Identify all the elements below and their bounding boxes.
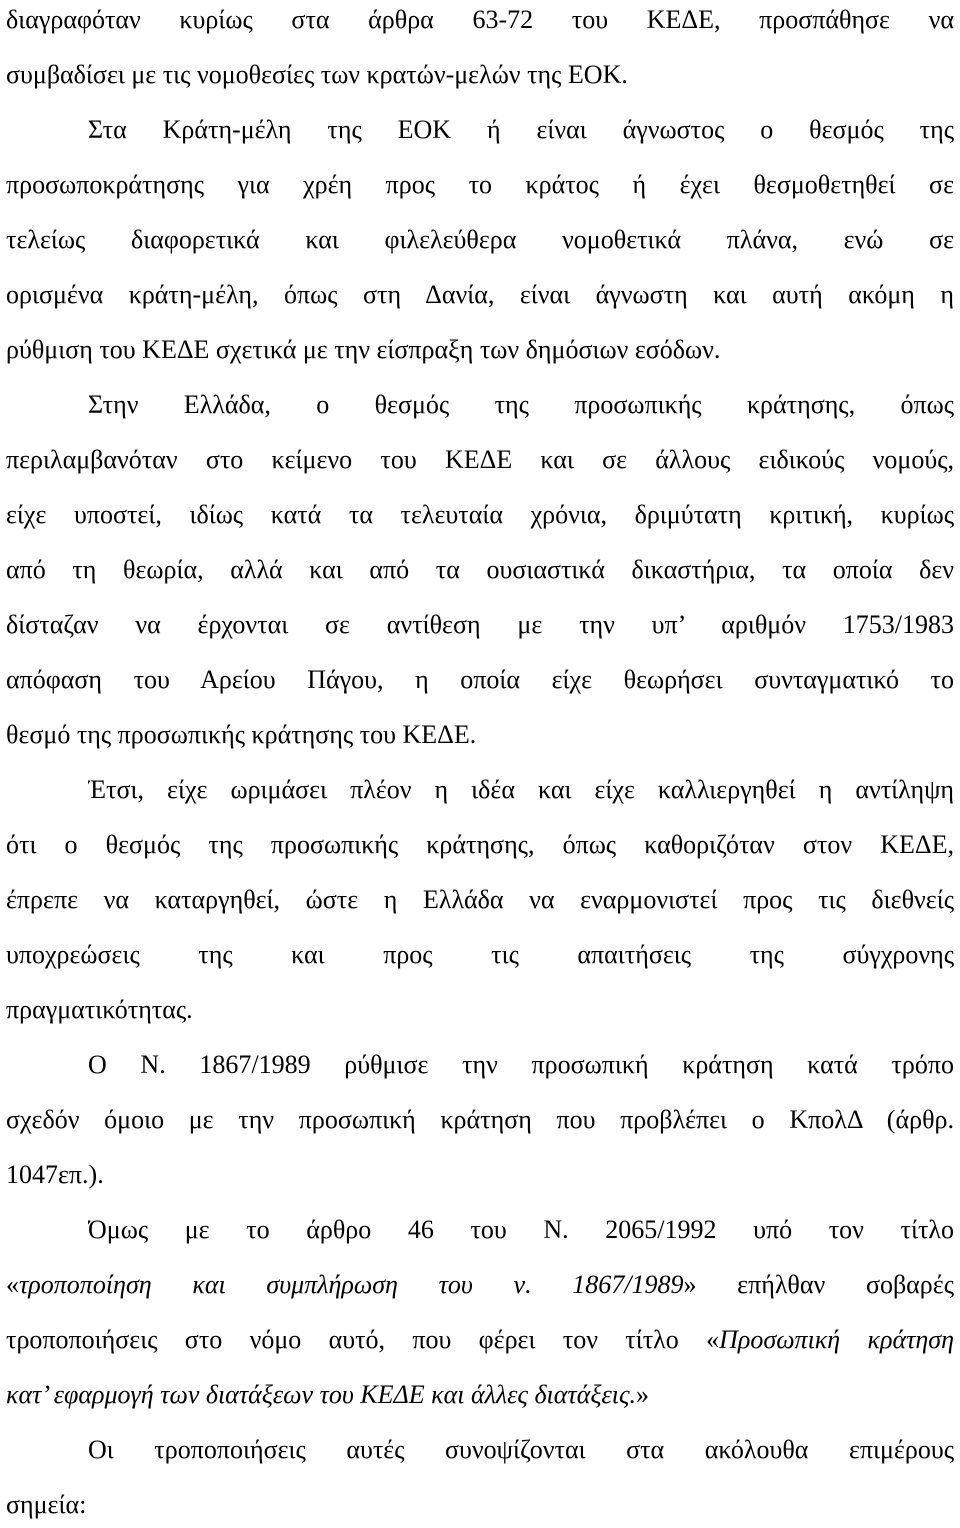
text-line: ρύθμιση του ΚΕΔΕ σχετικά με την είσπραξη των δημόσιων εσόδων. [6,335,721,364]
text-line: υποχρεώσεις της και προς τις απαιτήσεις της σύγχρονης [6,940,954,969]
text-line: θεσμό της προσωπικής κράτησης του ΚΕΔΕ. [6,720,477,749]
paragraph-start-line: Στα Κράτη-μέλη της ΕΟΚ ή είναι άγνωστος ο θεσμός της [88,115,954,144]
text-line: έπρεπε να καταργηθεί, ώστε η Ελλάδα να εναρμονιστεί προς τις διεθνείς [6,885,954,914]
text-line: διαγραφόταν κυρίως στα άρθρα 63-72 του ΚΕΔΕ, προσπάθησε να [6,5,954,34]
text-line: από τη θεωρία, αλλά και από τα ουσιαστικά δικαστήρια, τα οποία δεν [6,555,954,584]
text-line: δίσταζαν να έρχονται σε αντίθεση με την υπ’ αριθμόν 1753/1983 [6,610,954,639]
text-fragment: τροποποιήσεις στο νόμο αυτό, που φέρει τον τίτλο « [6,1325,720,1354]
paragraph-start-line: Έτσι, είχε ωριμάσει πλέον η ιδέα και είχε καλλιεργηθεί η αντίληψη [88,775,954,804]
text-line: σημεία: [6,1490,87,1519]
text-line: ορισμένα κράτη-μέλη, όπως στη Δανία, είναι άγνωστη και αυτή ακόμη η [6,280,954,309]
close-quote: » [636,1380,650,1409]
text-line: ότι ο θεσμός της προσωπικής κράτησης, όπως καθοριζόταν στον ΚΕΔΕ, [6,830,954,859]
text-line-with-italic-title [6,1375,954,1415]
italic-law-title: κατ’ εφαρμογή των διατάξεων του ΚΕΔΕ και άλλες διατάξεις. [6,1380,637,1409]
paragraph-start-line: Ο Ν. 1867/1989 ρύθμισε την προσωπική κράτηση κατά τρόπο [88,1050,954,1079]
open-quote: « [6,1270,19,1299]
paragraph-start-line: Οι τροποποιήσεις αυτές συνοψίζονται στα ακόλουθα επιμέρους [88,1435,954,1464]
paragraph-start-line: Στην Ελλάδα, ο θεσμός της προσωπικής κράτησης, όπως [88,390,954,419]
text-line: προσωποκράτησης για χρέη προς το κράτος ή έχει θεσμοθετηθεί σε [6,170,954,199]
text-line: είχε υποστεί, ιδίως κατά τα τελευταία χρόνια, δριμύτατη κριτική, κυρίως [6,500,954,529]
text-fragment: » επήλθαν σοβαρές [683,1270,954,1299]
italic-law-title: Προσωπική κράτηση [719,1325,954,1354]
text-line: τελείως διαφορετικά και φιλελεύθερα νομοθετικά πλάνα, ενώ σε [6,225,954,254]
text-line: 1047επ.). [6,1160,104,1189]
text-line: περιλαμβανόταν στο κείμενο του ΚΕΔΕ και σε άλλους ειδικούς νομούς, [6,445,954,474]
text-line: απόφαση του Αρείου Πάγου, η οποία είχε θεωρήσει συνταγματικό το [6,665,954,694]
text-line-with-italic-title [6,1320,954,1360]
text-line: πραγματικότητας. [6,995,193,1024]
text-line-with-italic-title [6,1265,954,1305]
paragraph-start-line: Όμως με το άρθρο 46 του Ν. 2065/1992 υπό τον τίτλο [88,1215,954,1244]
text-line: σχεδόν όμοιο με την προσωπική κράτηση που προβλέπει ο ΚπολΔ (άρθρ. [6,1105,954,1134]
italic-law-title: τροποποίηση και συμπλήρωση του ν. 1867/1989 [19,1270,684,1299]
text-line: συμβαδίσει με τις νομοθεσίες των κρατών-μελών της ΕΟΚ. [6,60,628,89]
